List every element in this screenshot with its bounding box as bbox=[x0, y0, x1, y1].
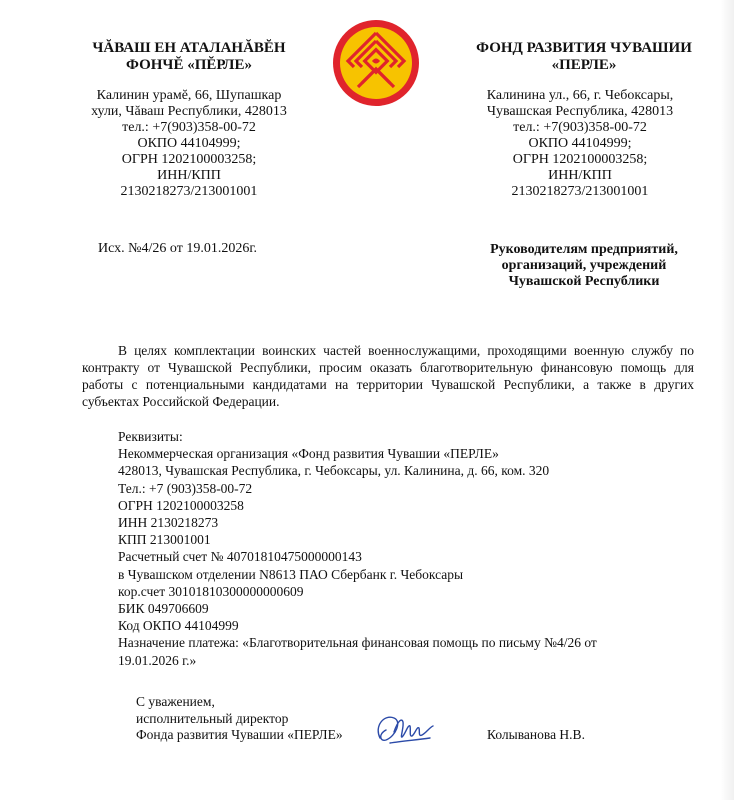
body-text: В целях комплектации воинских частей военнослужащими, проходящими военную службу по контракту от Чувашской Республики, просим оказать благотворительную финансовую помощь для работы с потенциальными кандидатами на территории Чувашской Республики, а также в других субъектах Российской Федерации. bbox=[82, 343, 694, 409]
left-address-line: Калинин урамĕ, 66, Шупашкар bbox=[96, 88, 282, 103]
requisites-line: ОГРН 1202100003258 bbox=[118, 497, 244, 513]
closing-block bbox=[136, 694, 343, 744]
closing-line: С уважением, bbox=[136, 694, 215, 709]
requisites-line: Некоммерческая организация «Фонд развития Чувашии «ПЕРЛЕ» bbox=[118, 446, 499, 462]
right-address-line: Чувашская Республика, 428013 bbox=[486, 104, 674, 119]
recipient-line: Чувашской Республики bbox=[508, 274, 660, 289]
left-address-block bbox=[60, 88, 318, 200]
right-address-line: ОГРН 1202100003258; bbox=[512, 152, 648, 167]
left-address-line: тел.: +7(903)358-00-72 bbox=[122, 120, 256, 135]
requisites-block bbox=[118, 428, 597, 669]
requisites-line: Код ОКПО 44104999 bbox=[118, 618, 239, 634]
left-address-line: ИНН/КПП bbox=[157, 168, 221, 183]
requisites-line: Назначение платежа: «Благотворительная финансовая помощь по письму №4/26 от bbox=[118, 635, 597, 651]
recipient-block bbox=[455, 242, 713, 290]
closing-line: исполнительный директор bbox=[136, 710, 289, 726]
requisites-line: КПП 213001001 bbox=[118, 532, 211, 548]
requisites-line: 19.01.2026 г.» bbox=[118, 652, 197, 668]
foundation-logo bbox=[332, 19, 420, 107]
requisites-line: кор.счет 30101810300000000609 bbox=[118, 583, 304, 599]
requisites-line: Расчетный счет № 40701810475000000143 bbox=[118, 549, 362, 565]
header-right-title-line: «ПЕРЛЕ» bbox=[551, 57, 617, 73]
requisites-line: БИК 049706609 bbox=[118, 601, 209, 617]
right-address-line: Калинина ул., 66, г. Чебоксары, bbox=[486, 88, 674, 103]
left-address-line: хули, Чăваш Республики, 428013 bbox=[91, 104, 287, 119]
closing-line: Фонда развития Чувашии «ПЕРЛЕ» bbox=[136, 727, 343, 742]
recipient-line: организаций, учреждений bbox=[501, 258, 667, 273]
header-left-title bbox=[60, 40, 318, 74]
left-address-line: ОКПО 44104999; bbox=[137, 136, 241, 151]
header-right-title-line: ФОНД РАЗВИТИЯ ЧУВАШИИ bbox=[476, 40, 692, 56]
header-right-title bbox=[455, 40, 713, 74]
header-left-title-line: ЧĂВАШ ЕН АТАЛАНĂВĔН bbox=[92, 40, 286, 56]
right-address-block bbox=[455, 88, 705, 200]
left-address-line: 2130218273/213001001 bbox=[120, 184, 258, 199]
signer-name: Колыванова Н.В. bbox=[487, 727, 585, 742]
header-left-title-line: ФОНЧĔ «ПĔРЛЕ» bbox=[126, 57, 252, 73]
requisites-line: 428013, Чувашская Республика, г. Чебоксары, ул. Калинина, д. 66, ком. 320 bbox=[118, 463, 550, 479]
body-paragraph bbox=[82, 342, 694, 410]
right-address-line: 2130218273/213001001 bbox=[511, 184, 649, 199]
requisites-heading: Реквизиты: bbox=[118, 429, 183, 444]
left-address-line: ОГРН 1202100003258; bbox=[121, 152, 257, 167]
page-edge-shadow bbox=[720, 0, 734, 800]
requisites-line: ИНН 2130218273 bbox=[118, 515, 219, 531]
requisites-line: в Чувашском отделении N8613 ПАО Сбербанк г. Чебоксары bbox=[118, 566, 464, 582]
right-address-line: ИНН/КПП bbox=[548, 168, 612, 183]
right-address-line: тел.: +7(903)358-00-72 bbox=[513, 120, 647, 135]
handwritten-signature bbox=[372, 710, 436, 750]
outgoing-reference: Исх. №4/26 от 19.01.2026г. bbox=[98, 241, 257, 256]
recipient-line: Руководителям предприятий, bbox=[490, 242, 678, 257]
requisites-line: Тел.: +7 (903)358-00-72 bbox=[118, 480, 253, 496]
right-address-line: ОКПО 44104999; bbox=[528, 136, 632, 151]
